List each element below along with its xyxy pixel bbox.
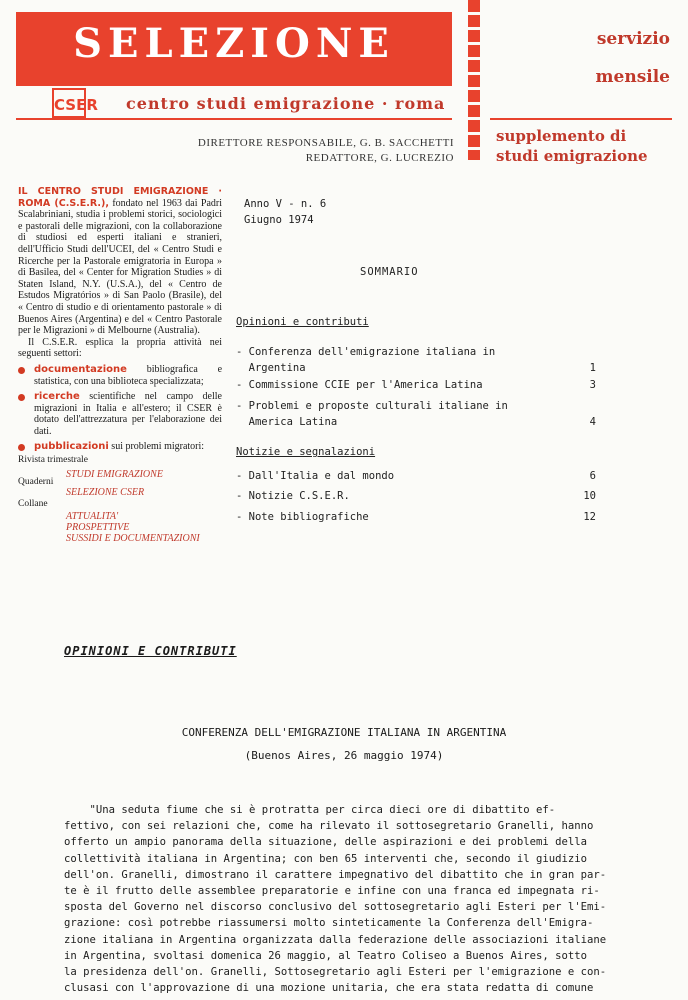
toc-item [236, 468, 596, 484]
toc-page-number: 4 [589, 416, 596, 428]
collane-label: Collane [18, 499, 48, 510]
toc-section-notizie: Notizie e segnalazioni [236, 446, 376, 458]
mensile-label: mensile [595, 67, 670, 87]
article-title: CONFERENZA DELL'EMIGRAZIONE ITALIANA IN ARGENTINA [181, 726, 507, 739]
toc-item-title: - Commissione CCIE per l'America Latina [236, 379, 483, 391]
intro-paragraph [18, 186, 222, 337]
body-line: te è il frutto delle assemblee preparatorie e infine con una franca ed impegnata ri- [64, 885, 600, 898]
bullet-dot [18, 444, 25, 451]
rivista-label: Rivista trimestrale [18, 455, 88, 466]
bullet-dot [18, 394, 25, 401]
masthead-title: SELEZIONE [73, 20, 395, 67]
pub-studi-emigrazione: STUDI EMIGRAZIONE [66, 469, 163, 481]
toc-item [236, 398, 596, 430]
bullet-pubblicazioni [18, 441, 222, 453]
body-line: "Una seduta fiume che si è protratta per circa dieci ore di dibattito ef- [64, 804, 556, 816]
bullet-text: bibliografica e statistica, con una biblioteca specializzata; [34, 363, 223, 387]
body-line: fettivo, con sei relazioni che, come ha rilevato il sottosegretario Granelli, hanno [64, 820, 594, 833]
issue-number: Anno V - n. 6 [244, 198, 327, 210]
bullet-heading: documentazione [34, 363, 127, 375]
pub-prospettive: PROSPETTIVE [66, 522, 130, 534]
sommario-heading: SOMMARIO [360, 266, 419, 278]
pub-attualita: ATTUALITA' [66, 511, 119, 523]
body-line: sposta del Governo nel discorso conclusivo del sottosegretario agli Esteri per l'Emi- [64, 901, 607, 914]
issue-date: Giugno 1974 [244, 214, 314, 226]
activity-text: Il C.S.E.R. esplica la propria attività nei seguenti settori: [18, 336, 222, 360]
bullet-heading: pubblicazioni [34, 441, 109, 453]
toc-item-title: - Dall'Italia e dal mondo [236, 470, 395, 482]
bullet-heading: ricerche [34, 391, 80, 403]
toc-page-number: 10 [583, 490, 596, 502]
toc-item [236, 509, 596, 525]
bullet-text: sui problemi migratori: [111, 441, 205, 453]
toc-item-title: - Problemi e proposte culturali italiane in [236, 400, 508, 412]
body-line: la presidenza dell'on. Granelli, Sottosegretario agli Esteri per l'emigrazione e con- [64, 966, 607, 979]
body-line: clusasi con l'approvazione di una mozione unitaria, che era stata redatta di comune [64, 982, 594, 995]
toc-item-title-cont: America Latina [236, 416, 338, 428]
direttore: DIRETTORE RESPONSABILE, G. B. SACCHETTI [197, 137, 454, 149]
bullet-ricerche [18, 391, 222, 437]
pub-selezione-cser: SELEZIONE CSER [66, 487, 145, 499]
masthead-rule [16, 118, 452, 120]
supplemento-line-1: supplemento di [496, 127, 627, 145]
toc-item [236, 377, 596, 393]
article-body [64, 802, 648, 996]
body-line: dell'on. Granelli, dimostrano il carattere impegnativo del dibattito che in gran par- [64, 868, 607, 881]
body-line: collettività italiana in Argentina; con ben 65 interventi che, secondo il giudizio [64, 852, 587, 865]
cser-description [18, 186, 223, 545]
cser-logo: CSER [52, 88, 86, 118]
masthead-subtitle: centro studi emigrazione · roma [126, 94, 446, 113]
toc-item [236, 488, 596, 504]
article-subtitle: (Buenos Aires, 26 maggio 1974) [244, 749, 444, 762]
servizio-label: servizio [596, 29, 670, 49]
publications-list [18, 455, 222, 545]
redattore: REDATTORE, G. LUCREZIO [305, 152, 454, 164]
toc-item-title: - Note bibliografiche [236, 511, 369, 523]
issue-info [244, 196, 326, 228]
toc-item-title: - Conferenza dell'emigrazione italiana in [236, 346, 496, 358]
toc-page-number: 1 [589, 362, 596, 374]
bullet-documentazione [18, 364, 222, 387]
pub-sussidi: SUSSIDI E DOCUMENTAZIONI [66, 533, 200, 545]
bullet-text: scientifiche nel campo delle migrazioni in Italia e all'estero; il CSER è dotato dell'attrezzatura per l'elaborazione dei dati. [34, 391, 222, 437]
toc-page-number: 6 [589, 470, 596, 482]
body-line: in Argentina, svoltasi domenica 26 maggio, al Teatro Coliseo a Buenos Aires, sotto [64, 949, 587, 962]
editors [180, 136, 454, 166]
right-rule [490, 118, 672, 120]
vertical-stripe [468, 0, 480, 160]
section-title: OPINIONI E CONTRIBUTI [64, 644, 237, 658]
toc-page-number: 3 [589, 379, 596, 391]
body-line: grazione: così potrebbe riassumersi molto sinteticamente la Conferenza dell'Emigra- [64, 917, 594, 930]
supplemento [496, 126, 648, 166]
quaderni-label: Quaderni [18, 477, 54, 488]
toc-item-title: - Notizie C.S.E.R. [236, 490, 350, 502]
toc-section-opinioni: Opinioni e contributi [236, 316, 369, 328]
body-line: offerto un ampio panorama della situazione, delle aspirazioni e dei problemi della [64, 836, 587, 849]
toc-page-number: 12 [583, 511, 596, 523]
bullet-dot [18, 367, 25, 374]
intro-text: fondato nel 1963 dai Padri Scalabriniani, studia i problemi storici, sociologici e pastorali delle migrazioni, con la collaborazione di studiosi ed esperti italiani e stranieri, dell'Ufficio Studi dell'UCEI, del « Centro Studi e Ricerche per la Pastorale emigratoria in Europa » di Basilea, del « Center for Migration Studies » di Staten Island, N.Y. (U.S.A.), del « Centro de Estudos Migratórios » di San Paolo (Brasile), del « Centro di studio e di orientamento pastorale » di Buenos Aires (Argentina) e del « Centro Pastorale per le Migrazioni » di Melbourne (Australia). [18, 197, 223, 337]
toc-item-title-cont: Argentina [236, 362, 306, 374]
servizio-mensile [540, 20, 670, 96]
supplemento-line-2: studi emigrazione [496, 147, 648, 165]
toc-item [236, 344, 596, 376]
body-line: zione italiana in Argentina organizzata dalla federazione delle associazioni italiane [64, 933, 607, 946]
intro-heading: IL CENTRO STUDI EMIGRAZIONE · ROMA (C.S.E.R.), [18, 186, 222, 209]
